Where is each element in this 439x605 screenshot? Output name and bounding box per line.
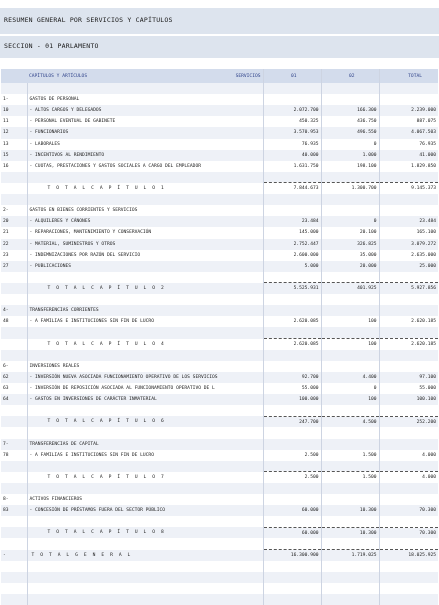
total-cell: 76.935 (379, 139, 438, 150)
value-02-cell: 0 (321, 139, 379, 150)
desc-cell (27, 461, 263, 472)
table-row (1, 450, 438, 461)
code-cell (1, 538, 27, 549)
value-02-cell: 326.825 (321, 239, 379, 250)
col-02-header: 02 (321, 69, 379, 83)
value-02-cell (321, 205, 379, 216)
table-row (1, 139, 438, 150)
total-cell: 97.100 (379, 372, 438, 383)
code-cell (1, 83, 27, 94)
code-cell (1, 339, 27, 350)
table-row (1, 505, 438, 516)
desc-cell (27, 516, 263, 527)
value-01-cell (263, 583, 321, 594)
total-label-cell: T O T A L C A P Í T U L O 6 (27, 416, 263, 427)
value-02-cell (321, 361, 379, 372)
desc-cell: - ALTOS CARGOS Y DELEGADOS (27, 105, 263, 116)
total-cell: 70.300 (379, 505, 438, 516)
total-cell: 165.100 (379, 227, 438, 238)
value-01-cell (263, 83, 321, 94)
value-02-cell: 100 (321, 316, 379, 327)
code-cell: 7- (1, 439, 27, 450)
blank-row (1, 272, 438, 283)
total-cell (379, 483, 438, 494)
total-cell (379, 427, 438, 438)
code-cell: 48 (1, 316, 27, 327)
value-02-cell: 20.000 (321, 261, 379, 272)
total-cell: 2.620.185 (379, 339, 438, 350)
value-01-cell: 76.935 (263, 139, 321, 150)
value-02-cell: 20.100 (321, 227, 379, 238)
code-cell: 63 (1, 383, 27, 394)
code-cell (1, 516, 27, 527)
blank-row (1, 294, 438, 305)
desc-cell: - MATERIAL, SUMINISTROS Y OTROS (27, 239, 263, 250)
desc-cell: - ALQUILERES Y CÁNONES (27, 216, 263, 227)
total-cell (379, 583, 438, 594)
value-01-cell (263, 494, 321, 505)
value-02-cell (321, 483, 379, 494)
value-01-cell (263, 305, 321, 316)
value-01-cell: 2.620.085 (263, 316, 321, 327)
value-01-cell: 7.844.673 (263, 183, 321, 194)
desc-cell: - A FAMILIAS E INSTITUCIONES SIN FIN DE LUCRO (27, 316, 263, 327)
value-02-cell (321, 561, 379, 572)
chapter-total-row (1, 339, 438, 350)
total-cell: 55.000 (379, 383, 438, 394)
value-02-cell (321, 583, 379, 594)
total-cell (379, 494, 438, 505)
desc-cell (27, 561, 263, 572)
table-header-row (1, 69, 438, 83)
total-cell: 18.025.925 (379, 550, 438, 561)
code-cell: 4- (1, 305, 27, 316)
code-cell (1, 294, 27, 305)
value-01-cell (263, 294, 321, 305)
table-row (1, 94, 438, 105)
value-01-cell: 2.500 (263, 472, 321, 483)
value-01-cell (263, 594, 321, 605)
code-cell: 21 (1, 227, 27, 238)
table-row (1, 105, 438, 116)
value-02-cell (321, 594, 379, 605)
chapter-total-row (1, 527, 438, 538)
code-cell (1, 427, 27, 438)
code-cell: 8- (1, 494, 27, 505)
blank-row (1, 583, 438, 594)
table-row (1, 239, 438, 250)
total-cell (379, 83, 438, 94)
total-cell (379, 172, 438, 183)
total-label-cell: T O T A L C A P Í T U L O 2 (27, 283, 263, 294)
code-column-header (1, 69, 27, 83)
blank-row (1, 350, 438, 361)
value-02-cell (321, 572, 379, 583)
total-cell: 4.067.503 (379, 127, 438, 138)
value-01-cell: 3.570.953 (263, 127, 321, 138)
desc-cell (27, 294, 263, 305)
value-01-cell: 23.484 (263, 216, 321, 227)
desc-cell (27, 327, 263, 338)
value-02-cell (321, 94, 379, 105)
value-02-cell: 436.750 (321, 116, 379, 127)
table-row (1, 494, 438, 505)
desc-cell: TRANSFERENCIAS CORRIENTES (27, 305, 263, 316)
services-header-label: SERVICIOS (235, 73, 261, 79)
total-label-cell: T O T A L C A P Í T U L O 7 (27, 472, 263, 483)
desc-cell (27, 194, 263, 205)
chapter-total-row (1, 283, 438, 294)
desc-cell (27, 272, 263, 283)
code-cell (1, 350, 27, 361)
code-cell: 10 (1, 105, 27, 116)
value-01-cell: 1.631.750 (263, 161, 321, 172)
value-01-cell: 2.072.700 (263, 105, 321, 116)
blank-row (1, 405, 438, 416)
blank-row (1, 172, 438, 183)
section-title: SECCION - 01 PARLAMENTO (0, 36, 439, 58)
value-01-cell (263, 405, 321, 416)
total-cell: 23.484 (379, 216, 438, 227)
value-01-cell: 145.000 (263, 227, 321, 238)
code-cell: - (1, 550, 27, 561)
value-01-cell (263, 327, 321, 338)
value-02-cell: 4.500 (321, 416, 379, 427)
value-01-cell (263, 272, 321, 283)
desc-cell: - CONCESIÓN DE PRÉSTAMOS FUERA DEL SECTOR PÚBLICO (27, 505, 263, 516)
code-cell (1, 183, 27, 194)
total-cell: 887.075 (379, 116, 438, 127)
total-column-header: TOTAL (379, 69, 438, 83)
desc-cell (27, 583, 263, 594)
code-cell: 11 (1, 116, 27, 127)
total-label-cell: T O T A L C A P Í T U L O 1 (27, 183, 263, 194)
table-row (1, 372, 438, 383)
value-02-cell (321, 172, 379, 183)
code-cell (1, 594, 27, 605)
desc-cell (27, 538, 263, 549)
value-01-cell (263, 94, 321, 105)
blank-row (1, 572, 438, 583)
value-02-cell: 1.500 (321, 472, 379, 483)
report-title: RESUMEN GENERAL POR SERVICIOS Y CAPÍTULOS (0, 8, 439, 34)
value-01-cell: 92.700 (263, 372, 321, 383)
blank-row (1, 327, 438, 338)
code-cell (1, 472, 27, 483)
desc-cell: ACTIVOS FINANCIEROS (27, 494, 263, 505)
code-cell (1, 172, 27, 183)
value-01-cell: 2.500 (263, 450, 321, 461)
value-02-cell: 10.300 (321, 527, 379, 538)
total-cell: 25.000 (379, 261, 438, 272)
value-02-cell: 1.300.700 (321, 183, 379, 194)
desc-cell: INVERSIONES REALES (27, 361, 263, 372)
code-cell: 2- (1, 205, 27, 216)
total-cell (379, 327, 438, 338)
desc-cell (27, 594, 263, 605)
desc-cell: - REPARACIONES, MANTENIMIENTO Y CONSERVACIÓN (27, 227, 263, 238)
chapters-column-header (27, 69, 263, 83)
value-02-cell (321, 439, 379, 450)
table-row (1, 439, 438, 450)
blank-row (1, 83, 438, 94)
total-cell: 70.300 (379, 527, 438, 538)
table-row (1, 383, 438, 394)
code-cell (1, 561, 27, 572)
code-cell (1, 405, 27, 416)
desc-cell: - LABORALES (27, 139, 263, 150)
desc-cell: - PERSONAL EVENTUAL DE GABINETE (27, 116, 263, 127)
value-02-cell (321, 272, 379, 283)
total-cell: 100.100 (379, 394, 438, 405)
total-cell: 3.079.272 (379, 239, 438, 250)
table-row (1, 316, 438, 327)
value-02-cell (321, 427, 379, 438)
value-01-cell (263, 427, 321, 438)
value-02-cell: 0 (321, 216, 379, 227)
code-cell: 83 (1, 505, 27, 516)
value-01-cell (263, 194, 321, 205)
table-row (1, 361, 438, 372)
total-cell: 5.927.856 (379, 283, 438, 294)
code-cell (1, 416, 27, 427)
code-cell: 78 (1, 450, 27, 461)
code-cell: 22 (1, 239, 27, 250)
value-01-cell: 55.000 (263, 383, 321, 394)
value-02-cell (321, 294, 379, 305)
value-01-cell: 16.300.900 (263, 550, 321, 561)
code-cell: 13 (1, 139, 27, 150)
value-02-cell (321, 538, 379, 549)
code-cell (1, 527, 27, 538)
code-cell (1, 461, 27, 472)
total-cell (379, 405, 438, 416)
total-cell (379, 294, 438, 305)
blank-row (1, 461, 438, 472)
blank-row (1, 483, 438, 494)
total-label-cell: T O T A L G E N E R A L (27, 550, 263, 561)
table-row (1, 261, 438, 272)
value-01-cell: 2.600.000 (263, 250, 321, 261)
code-cell (1, 483, 27, 494)
total-cell (379, 194, 438, 205)
total-cell (379, 572, 438, 583)
total-cell: 4.000 (379, 472, 438, 483)
total-cell: 4.000 (379, 450, 438, 461)
value-01-cell (263, 561, 321, 572)
value-01-cell (263, 483, 321, 494)
value-01-cell (263, 350, 321, 361)
value-02-cell: 198.100 (321, 161, 379, 172)
total-cell: 9.145.373 (379, 183, 438, 194)
desc-cell (27, 405, 263, 416)
desc-cell: GASTOS DE PERSONAL (27, 94, 263, 105)
code-cell: 15 (1, 150, 27, 161)
desc-cell: GASTOS EN BIENES CORRIENTES Y SERVICIOS (27, 205, 263, 216)
code-cell: 1- (1, 94, 27, 105)
value-01-cell (263, 538, 321, 549)
desc-cell: - INVERSIÓN DE REPOSICIÓN ASOCIADA AL FUNCIONAMIENTO OPERATIVO DE L (27, 383, 263, 394)
total-cell (379, 305, 438, 316)
value-01-cell: 60.000 (263, 505, 321, 516)
table-row (1, 394, 438, 405)
desc-cell: - INCENTIVOS AL RENDIMIENTO (27, 150, 263, 161)
code-cell: 62 (1, 372, 27, 383)
value-02-cell (321, 461, 379, 472)
blank-row (1, 427, 438, 438)
blank-row (1, 194, 438, 205)
total-cell (379, 461, 438, 472)
value-01-cell (263, 461, 321, 472)
table-row (1, 216, 438, 227)
budget-table (1, 69, 438, 605)
code-cell: 23 (1, 250, 27, 261)
total-cell: 1.829.850 (379, 161, 438, 172)
value-02-cell: 0 (321, 383, 379, 394)
desc-cell: - CUOTAS, PRESTACIONES Y GASTOS SOCIALES A CARGO DEL EMPLEADOR (27, 161, 263, 172)
table-row (1, 150, 438, 161)
desc-cell (27, 83, 263, 94)
desc-cell: - PUBLICACIONES (27, 261, 263, 272)
desc-cell (27, 572, 263, 583)
table-row (1, 205, 438, 216)
value-02-cell: 1.000 (321, 150, 379, 161)
code-cell (1, 583, 27, 594)
code-cell (1, 272, 27, 283)
code-cell (1, 194, 27, 205)
table-row (1, 227, 438, 238)
value-02-cell (321, 405, 379, 416)
chapters-header-label: CAPÍTULOS Y ARTÍCULOS (29, 73, 88, 79)
value-01-cell: 2.752.447 (263, 239, 321, 250)
value-02-cell (321, 83, 379, 94)
table-body (1, 83, 438, 605)
blank-row (1, 561, 438, 572)
blank-row (1, 516, 438, 527)
total-cell: 41.000 (379, 150, 438, 161)
value-01-cell: 247.700 (263, 416, 321, 427)
desc-cell: - GASTOS EN INVERSIONES DE CARÁCTER INMATERIAL (27, 394, 263, 405)
value-02-cell: 4.400 (321, 372, 379, 383)
value-02-cell: 1.500 (321, 450, 379, 461)
table-row (1, 116, 438, 127)
total-cell (379, 94, 438, 105)
code-cell: 27 (1, 261, 27, 272)
code-cell: 20 (1, 216, 27, 227)
desc-cell: - FUNCIONARIOS (27, 127, 263, 138)
desc-cell (27, 427, 263, 438)
value-02-cell: 496.550 (321, 127, 379, 138)
desc-cell (27, 483, 263, 494)
table-row (1, 161, 438, 172)
value-02-cell (321, 494, 379, 505)
value-01-cell (263, 361, 321, 372)
code-cell: 6- (1, 361, 27, 372)
grand-total-row (1, 550, 438, 561)
total-cell: 2.239.000 (379, 105, 438, 116)
value-02-cell (321, 305, 379, 316)
value-01-cell (263, 172, 321, 183)
value-01-cell: 100.000 (263, 394, 321, 405)
code-cell: 64 (1, 394, 27, 405)
desc-cell: TRANSFERENCIAS DE CAPITAL (27, 439, 263, 450)
value-02-cell: 10.300 (321, 505, 379, 516)
value-01-cell: 5.000 (263, 261, 321, 272)
value-02-cell (321, 327, 379, 338)
value-01-cell (263, 205, 321, 216)
value-01-cell (263, 516, 321, 527)
table-row (1, 127, 438, 138)
table-row (1, 305, 438, 316)
total-label-cell: T O T A L C A P Í T U L O 8 (27, 527, 263, 538)
chapter-total-row (1, 472, 438, 483)
value-02-cell: 100 (321, 339, 379, 350)
value-01-cell: 5.525.931 (263, 283, 321, 294)
code-cell: 16 (1, 161, 27, 172)
code-cell (1, 283, 27, 294)
desc-cell (27, 172, 263, 183)
desc-cell: - A FAMILIAS E INSTITUCIONES SIN FIN DE LUCRO (27, 450, 263, 461)
value-02-cell: 166.300 (321, 105, 379, 116)
value-02-cell (321, 350, 379, 361)
table-row (1, 250, 438, 261)
value-02-cell: 1.719.025 (321, 550, 379, 561)
desc-cell: - INVERSIÓN NUEVA ASOCIADA FUNCIONAMIENTO OPERATIVO DE LOS SERVICIOS (27, 372, 263, 383)
value-01-cell (263, 439, 321, 450)
value-02-cell: 100 (321, 394, 379, 405)
value-01-cell: 40.000 (263, 150, 321, 161)
blank-row (1, 594, 438, 605)
chapter-total-row (1, 416, 438, 427)
col-01-header: 01 (263, 69, 321, 83)
code-cell (1, 572, 27, 583)
total-cell: 2.635.000 (379, 250, 438, 261)
value-02-cell (321, 194, 379, 205)
total-cell (379, 350, 438, 361)
value-01-cell: 450.325 (263, 116, 321, 127)
total-cell (379, 205, 438, 216)
total-cell (379, 516, 438, 527)
total-cell (379, 538, 438, 549)
total-cell (379, 272, 438, 283)
total-cell (379, 361, 438, 372)
value-02-cell (321, 516, 379, 527)
code-cell: 12 (1, 127, 27, 138)
total-label-cell: T O T A L C A P Í T U L O 4 (27, 339, 263, 350)
total-cell: 252.200 (379, 416, 438, 427)
code-cell (1, 327, 27, 338)
value-01-cell: 2.620.085 (263, 339, 321, 350)
value-02-cell: 35.000 (321, 250, 379, 261)
total-cell (379, 594, 438, 605)
total-cell (379, 561, 438, 572)
value-01-cell (263, 572, 321, 583)
total-cell: 2.620.185 (379, 316, 438, 327)
desc-cell: - INDEMNIZACIONES POR RAZÓN DEL SERVICIO (27, 250, 263, 261)
blank-row (1, 538, 438, 549)
chapter-total-row (1, 183, 438, 194)
desc-cell (27, 350, 263, 361)
total-cell (379, 439, 438, 450)
value-01-cell: 60.000 (263, 527, 321, 538)
value-02-cell: 401.925 (321, 283, 379, 294)
